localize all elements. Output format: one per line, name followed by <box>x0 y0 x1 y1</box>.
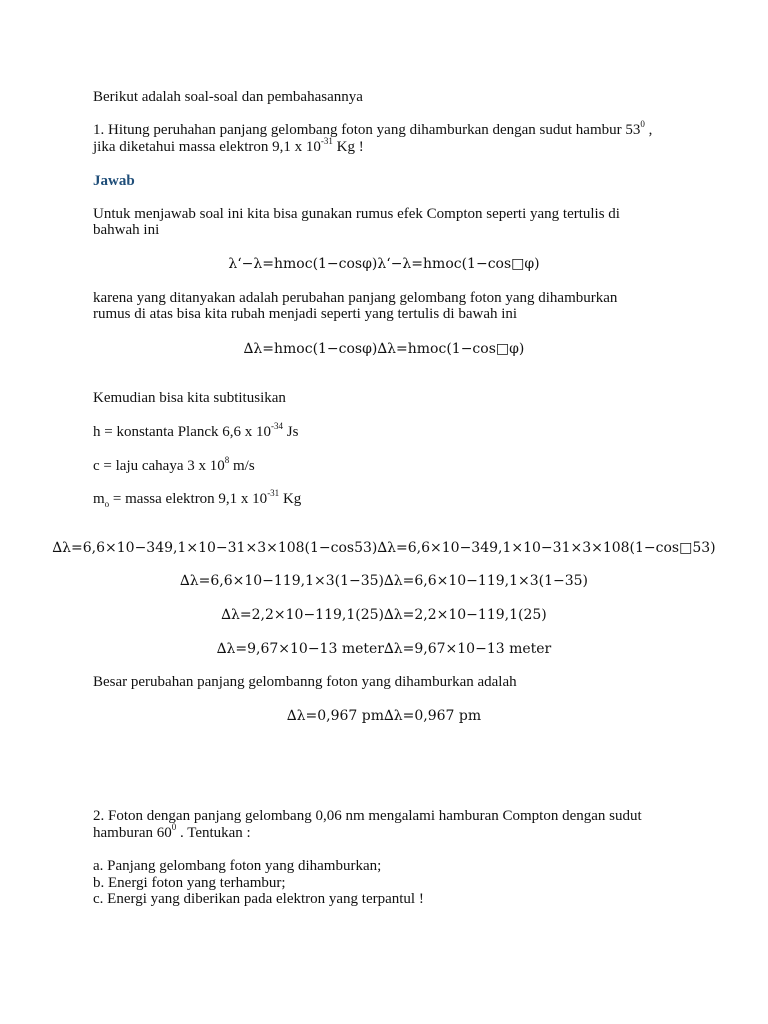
degree-superscript: 0 <box>640 119 645 129</box>
calculation-step-2: ∆λ=6,6×10−119,1×3(1−35)∆λ=6,6×10−119,1×3(1−35) <box>179 573 589 589</box>
light-speed-line <box>93 455 683 475</box>
question-2-item-b: b. Energi foton yang terhambur; <box>93 875 286 891</box>
planck-constant-line <box>93 421 683 441</box>
planck-text: h = konstanta Planck 6,6 x 10 <box>93 424 272 440</box>
mass-unit: Kg <box>279 491 302 507</box>
degree-superscript-2: 0 <box>171 822 177 832</box>
intro-text: Berikut adalah soal-soal dan pembahasannya <box>93 89 363 105</box>
planck-unit: Js <box>283 424 299 440</box>
light-speed-exponent: 8 <box>224 455 230 465</box>
calculation-step-3: ∆λ=2,2×10−119,1(25)∆λ=2,2×10−119,1(25) <box>221 607 547 623</box>
light-speed-unit: m/s <box>229 458 255 474</box>
paragraph-1-line-2: bahwah ini <box>93 222 160 238</box>
mass-text: = massa elektron 9,1 x 10 <box>109 491 268 507</box>
question-1-text-c: jika diketahui massa elektron 9,1 x 10 <box>93 139 321 155</box>
paragraph-2-line-1: karena yang ditanyakan adalah perubahan panjang gelombang foton yang dihamburkan <box>93 290 618 306</box>
question-2-text-a: hamburan 60 <box>93 825 172 841</box>
mass-symbol: m <box>93 491 105 507</box>
calculation-step-4: ∆λ=9,67×10−13 meter∆λ=9,67×10−13 meter <box>216 641 552 657</box>
question-1-line-1 <box>93 119 683 139</box>
question-1-text-d: Kg ! <box>332 139 364 155</box>
question-1-text-a: 1. Hitung peruhahan panjang gelombang foton yang dihamburkan dengan sudut hambur 53 <box>93 122 641 138</box>
question-2-line-2 <box>93 822 683 842</box>
electron-mass-line <box>93 488 683 509</box>
result-text: Besar perubahan panjang gelombanng foton yang dihamburkan adalah <box>93 674 517 690</box>
substitution-intro: Kemudian bisa kita subtitusikan <box>93 390 286 406</box>
light-speed-text: c = laju cahaya 3 x 10 <box>93 458 225 474</box>
question-2-text-b: . Tentukan : <box>176 825 251 841</box>
question-2-line-1: 2. Foton dengan panjang gelombang 0,06 nm mengalami hamburan Compton dengan sudut <box>93 808 642 824</box>
delta-lambda-equation: ∆λ=hmoc(1−cosφ)∆λ=hmoc(1−cos□φ) <box>243 341 525 357</box>
question-2-item-a: a. Panjang gelombang foton yang dihamburkan; <box>93 858 382 874</box>
paragraph-1-line-1: Untuk menjawab soal ini kita bisa gunakan rumus efek Compton seperti yang tertulis di <box>93 206 620 222</box>
jawab-heading: Jawab <box>93 173 135 189</box>
mass-exponent: -31 <box>267 488 280 498</box>
mass-subscript: o <box>104 499 110 509</box>
question-1-line-2 <box>93 136 683 156</box>
result-equation: ∆λ=0,967 pm∆λ=0,967 pm <box>286 708 482 724</box>
question-2-item-c: c. Energi yang diberikan pada elektron yang terpantul ! <box>93 891 424 907</box>
paragraph-2-line-2: rumus di atas bisa kita rubah menjadi seperti yang tertulis di bawah ini <box>93 306 518 322</box>
exponent-superscript: -31 <box>320 136 333 146</box>
planck-exponent: -34 <box>271 421 284 431</box>
calculation-step-1: ∆λ=6,6×10−349,1×10−31×3×108(1−cos53)∆λ=6,6×10−349,1×10−31×3×108(1−cos□53) <box>52 540 716 556</box>
question-1-text-b: , <box>644 122 653 138</box>
compton-equation: λ‘−λ=hmoc(1−cosφ)λ‘−λ=hmoc(1−cos□φ) <box>228 256 540 272</box>
